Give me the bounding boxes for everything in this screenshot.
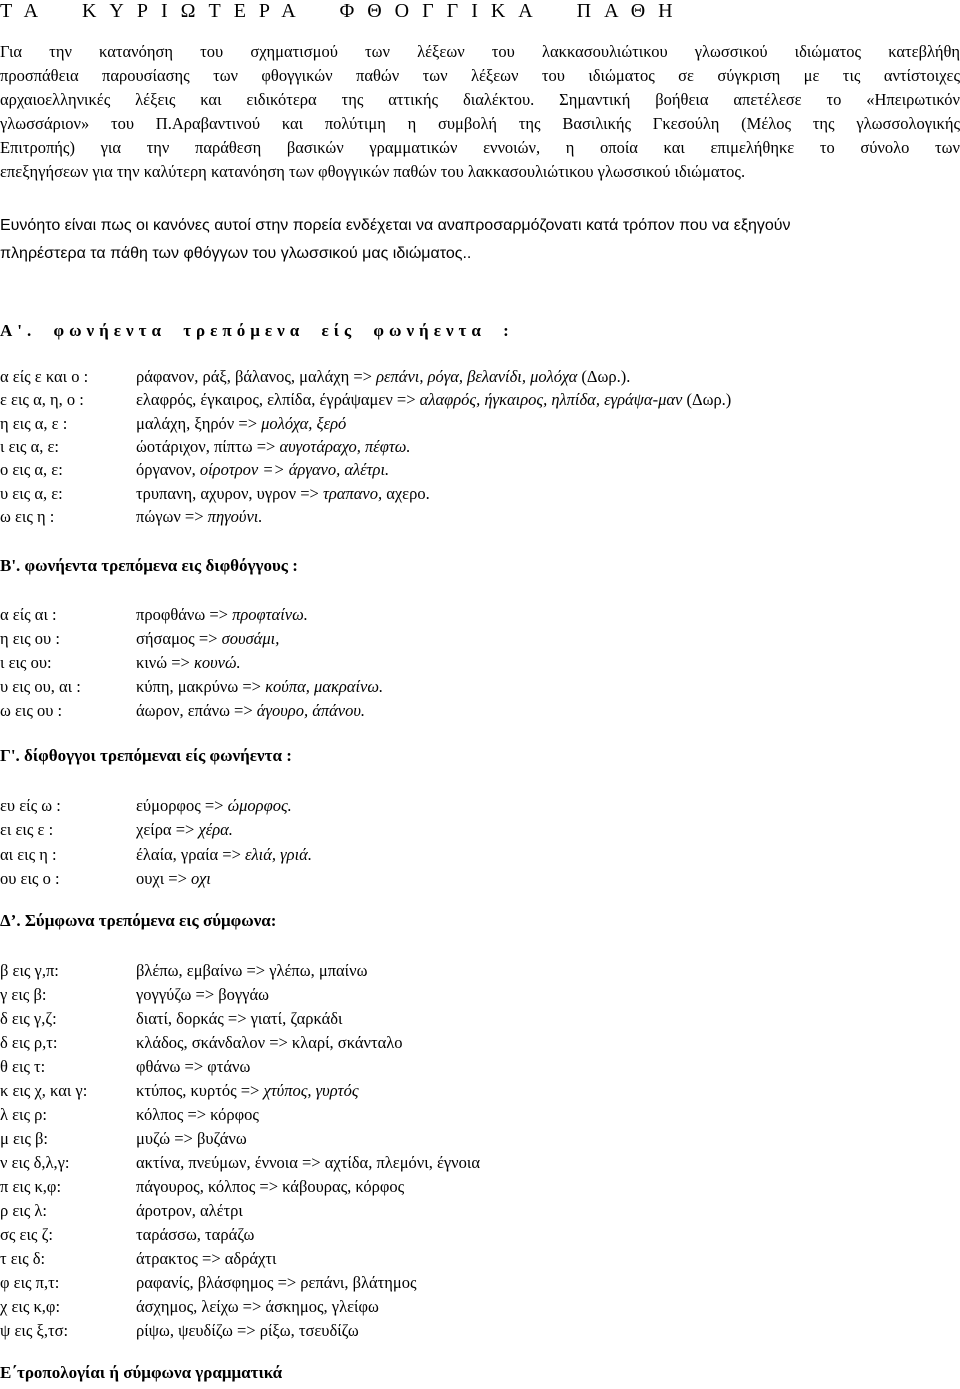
rule-row [0,1224,960,1246]
example-text: εύμορφος => [136,796,228,815]
intro-line: προσπάθεια παρουσίασης των φθογγικών παθών των λέξεων του ιδιώματος σε σύγκριση με τις αντίστοιχες [0,66,960,85]
rule-example [136,868,211,890]
rule-row [0,366,960,388]
rule-example [136,984,269,1006]
rule-row [0,844,960,866]
rule-label: ι εις ου: [0,653,52,672]
example-text: κύπη, μακρύνω => [136,677,266,696]
example-result: κούπα, μακραίνω. [265,677,384,696]
rule-label: ι εις α, ε: [0,436,59,456]
rule-example [136,1200,243,1222]
rule-label: ν εις δ,λ,γ: [0,1153,70,1172]
rule-row [0,960,960,982]
section-heading-e: Ε΄τροπολογίαι ή σύμφωνα γραμματικά [0,1363,283,1382]
page-title: ΤΑ ΚΥΡΙΩΤΕΡΑ ΦΘΟΓΓΙΚΑ ΠΑΘΗ [0,0,686,22]
rule-example [136,1176,404,1198]
example-result: χέρα. [198,820,233,840]
rule-row [0,459,960,481]
section-heading: Α'. φωνήεντα τρεπόμενα είς φωνήεντα : [0,321,514,340]
rule-row [0,413,960,435]
example-text: βλέπω, εμβαίνω => γλέπω, μπαίνω [136,961,368,980]
example-text: σήσαμος => [136,629,222,648]
rule-example [136,844,312,866]
rule-label: π εις κ,φ: [0,1177,62,1196]
example-result: πηγούνι. [207,506,263,526]
example-text: ελαφρός, έγκαιρος, ελπίδα, έγράψαμεν => [136,390,420,410]
rule-label: μ εις β: [0,1129,48,1148]
rule-example [136,1272,417,1294]
rule-example [136,506,262,528]
rule-label: ω εις η : [0,506,55,526]
rule-row [0,868,960,890]
rule-label: ε εις α, η, ο : [0,390,84,410]
example-text: μαλάχη, ξηρόν => [136,413,262,433]
rule-row [0,700,960,722]
example-result: σουσάμι, [221,629,280,648]
example-text: ακτίνα, πνεύμων, έννοια => αχτίδα, πλεμόνι, έγνοια [136,1153,480,1172]
rule-example [136,1248,276,1270]
example-text: πώγων => [136,506,208,526]
rule-row [0,795,960,817]
rule-row [0,628,960,650]
example-note: (Δωρ.). [577,367,631,386]
rule-example [136,1032,403,1054]
example-text: κλάδος, σκάνδαλον => κλαρί, σκάνταλο [136,1033,403,1052]
example-text: μυζώ => βυζάνω [136,1129,247,1148]
example-result: μολόχα, ξερό [261,413,347,433]
rule-label: σς εις ζ: [0,1225,53,1244]
rule-label: ει εις ε : [0,820,54,840]
rule-row [0,1320,960,1342]
section-heading: Γ'. δίφθογγοι τρεπόμεναι είς φωνήεντα : [0,746,292,765]
rule-row [0,506,960,528]
example-result: αλαφρός, ήγκαιρος, ηλπίδα, εγράψα-μαν [419,390,683,410]
rule-example [136,389,731,411]
rule-example [136,652,241,674]
rule-label: β εις γ,π: [0,961,59,980]
intro-note-line: Ευνόητο είναι πως οι κανόνες αυτοί στην πορεία ενδέχεται να αναπροσαρμόζονατι κατά τρόπον που να εξηγούν [0,217,791,234]
rule-label: φ εις π,τ: [0,1273,60,1292]
rule-example [136,604,308,626]
rule-row [0,604,960,626]
example-note: (Δωρ.) [682,390,732,410]
rule-example [136,960,367,982]
example-result: τραπανο, [322,483,383,503]
example-text: φθάνω => φτάνω [136,1057,251,1076]
intro-line: επεξηγήσεων για την καλύτερη κατανόηση των φθογγικών παθών του λακκασουλιώτικου γλωσσικού ιδιώματος. [0,162,746,181]
intro-line: γλωσσάριον» του Π.Αραβαντινού και πολύτιμη η συμβολή της Βασιλικής Γκεσούλη (Μέλος της γλωσσολογικής [0,114,960,133]
example-result: κουνώ. [193,653,241,672]
rule-row [0,1176,960,1198]
rule-label: ου εις ο : [0,868,60,888]
rule-row [0,676,960,698]
example-text: γογγύζω => βογγάω [136,985,269,1004]
rule-label: αι εις η : [0,844,57,864]
intro-paragraph [0,40,960,184]
example-text: άωρον, επάνω => [136,701,257,720]
rule-label: η εις α, ε : [0,413,68,433]
rule-example [136,1320,359,1342]
example-text: προφθάνω => [136,605,233,624]
rule-row [0,819,960,841]
intro-note-paragraph [0,212,960,268]
example-text: διατί, δορκάς => γιατί, ζαρκάδι [136,1009,343,1028]
example-text: πάγουρος, κόλπος => κάβουρας, κόρφος [136,1177,405,1196]
rule-example [136,1296,379,1318]
example-text: κόλπος => κόρφος [136,1105,259,1124]
example-result: ελιά, γριά. [245,844,312,864]
rule-example [136,1104,259,1126]
example-text: χείρα => [136,820,199,840]
example-result: προφταίνω. [232,605,308,624]
example-text: κτύπος, κυρτός => [136,1081,264,1100]
example-text: έλαία, γραία => [136,844,246,864]
rule-example [136,1152,480,1174]
rule-example [136,819,233,841]
rule-row [0,1128,960,1150]
rule-label: υ εις ου, αι : [0,677,81,696]
rule-label: α είς ε και ο : [0,367,89,386]
rule-label: κ εις χ, και γ: [0,1081,88,1100]
rule-label: λ εις ρ: [0,1105,47,1124]
rule-row [0,1008,960,1030]
example-text: όργανον, [136,460,200,480]
rule-label: α είς αι : [0,605,57,624]
rule-row [0,1272,960,1294]
example-result: ρεπάνι, ρόγα, βελανίδι, μολόχα [376,367,578,386]
rule-example [136,1056,250,1078]
rule-example [136,628,279,650]
rule-label: η εις ου : [0,629,60,648]
example-text: άτρακτος => αδράχτι [136,1249,277,1268]
rule-example [136,795,292,817]
rule-example [136,483,430,505]
example-text: ώοτάριχον, πίπτω => [136,436,280,456]
rule-row [0,436,960,458]
rule-row [0,1296,960,1318]
rule-example [136,1080,359,1102]
rule-example [136,700,365,722]
rule-label: υ εις α, ε: [0,483,63,503]
rule-example [136,1008,342,1030]
rule-label: ευ είς ω : [0,796,61,815]
rule-example [136,366,630,388]
rule-example [136,436,411,458]
example-note: αχερο. [382,483,430,503]
example-text: ράφανον, ράξ, βάλανος, μαλάχη => [136,367,377,386]
rule-label: γ εις β: [0,985,47,1004]
example-text: ρίψω, ψευδίζω => ρίξω, τσευδίζω [136,1321,359,1340]
intro-note-line: πληρέστερα τα πάθη των φθόγγων του γλωσσικού μας ιδιώματος.. [0,245,472,262]
rule-row [0,483,960,505]
rule-row [0,1248,960,1270]
rule-row [0,1200,960,1222]
rule-example [136,413,346,435]
example-result: άγουρο, άπάνου. [256,701,366,720]
rule-example [136,459,389,481]
section-heading: Δ’. Σύμφωνα τρεπόμενα εις σύμφωνα: [0,911,277,930]
rule-row [0,652,960,674]
rule-label: χ εις κ,φ: [0,1297,61,1316]
example-result: αυγοτάραχο, πέφτω. [279,436,411,456]
example-result: χτύπος, γυρτός [263,1081,359,1100]
rule-example [136,1224,254,1246]
rule-row [0,1032,960,1054]
rule-row [0,1152,960,1174]
example-result: οχι [191,868,211,888]
rule-label: θ εις τ: [0,1057,46,1076]
rule-label: δ εις γ,ζ: [0,1009,57,1028]
example-result: ώμορφος. [227,796,292,815]
example-text: τρυπανη, αχυρον, υγρον => [136,483,323,503]
rule-example [136,676,383,698]
rule-row [0,1080,960,1102]
rule-label: ο εις α, ε: [0,460,63,480]
example-text: άροτρον, αλέτρι [136,1201,243,1220]
example-text: κινώ => [136,653,194,672]
rule-row [0,984,960,1006]
rule-label: ρ εις λ: [0,1201,47,1220]
rule-label: δ εις ρ,τ: [0,1033,58,1052]
intro-line: Για την κατανόηση του σχηματισμού των λέξεων του λακκασουλιώτικου γλωσσικού ιδιώματος κατεβλήθη [0,42,960,61]
section-heading: Β'. φωνήεντα τρεπόμενα εις διφθόγγους : [0,556,298,575]
rule-label: τ εις δ: [0,1249,46,1268]
example-text: ραφανίς, βλάσφημος => ρεπάνι, βλάτημος [136,1273,417,1292]
example-text: άσχημος, λείχω => άσκημος, γλείφω [136,1297,379,1316]
intro-line: αρχαιοελληνικές λέξεις και ειδικότερα της αττικής διαλέκτου. Σημαντική βοήθεια απετέλεσε το «Ηπειρωτικόν [0,90,960,109]
example-text: ουχι => [136,868,192,888]
rule-row [0,389,960,411]
example-result: οίροτρον => άργανο, αλέτρι. [199,460,390,480]
rule-row [0,1056,960,1078]
rule-label: ω εις ου : [0,701,63,720]
rule-row [0,1104,960,1126]
rule-example [136,1128,247,1150]
rule-label: ψ εις ξ,τσ: [0,1321,69,1340]
example-text: ταράσσω, ταράζω [136,1225,255,1244]
intro-line: Επιτροπής) για την παράθεση βασικών γραμματικών εννοιών, η οποία και επιμελήθηκε το σύνολο των [0,138,960,157]
